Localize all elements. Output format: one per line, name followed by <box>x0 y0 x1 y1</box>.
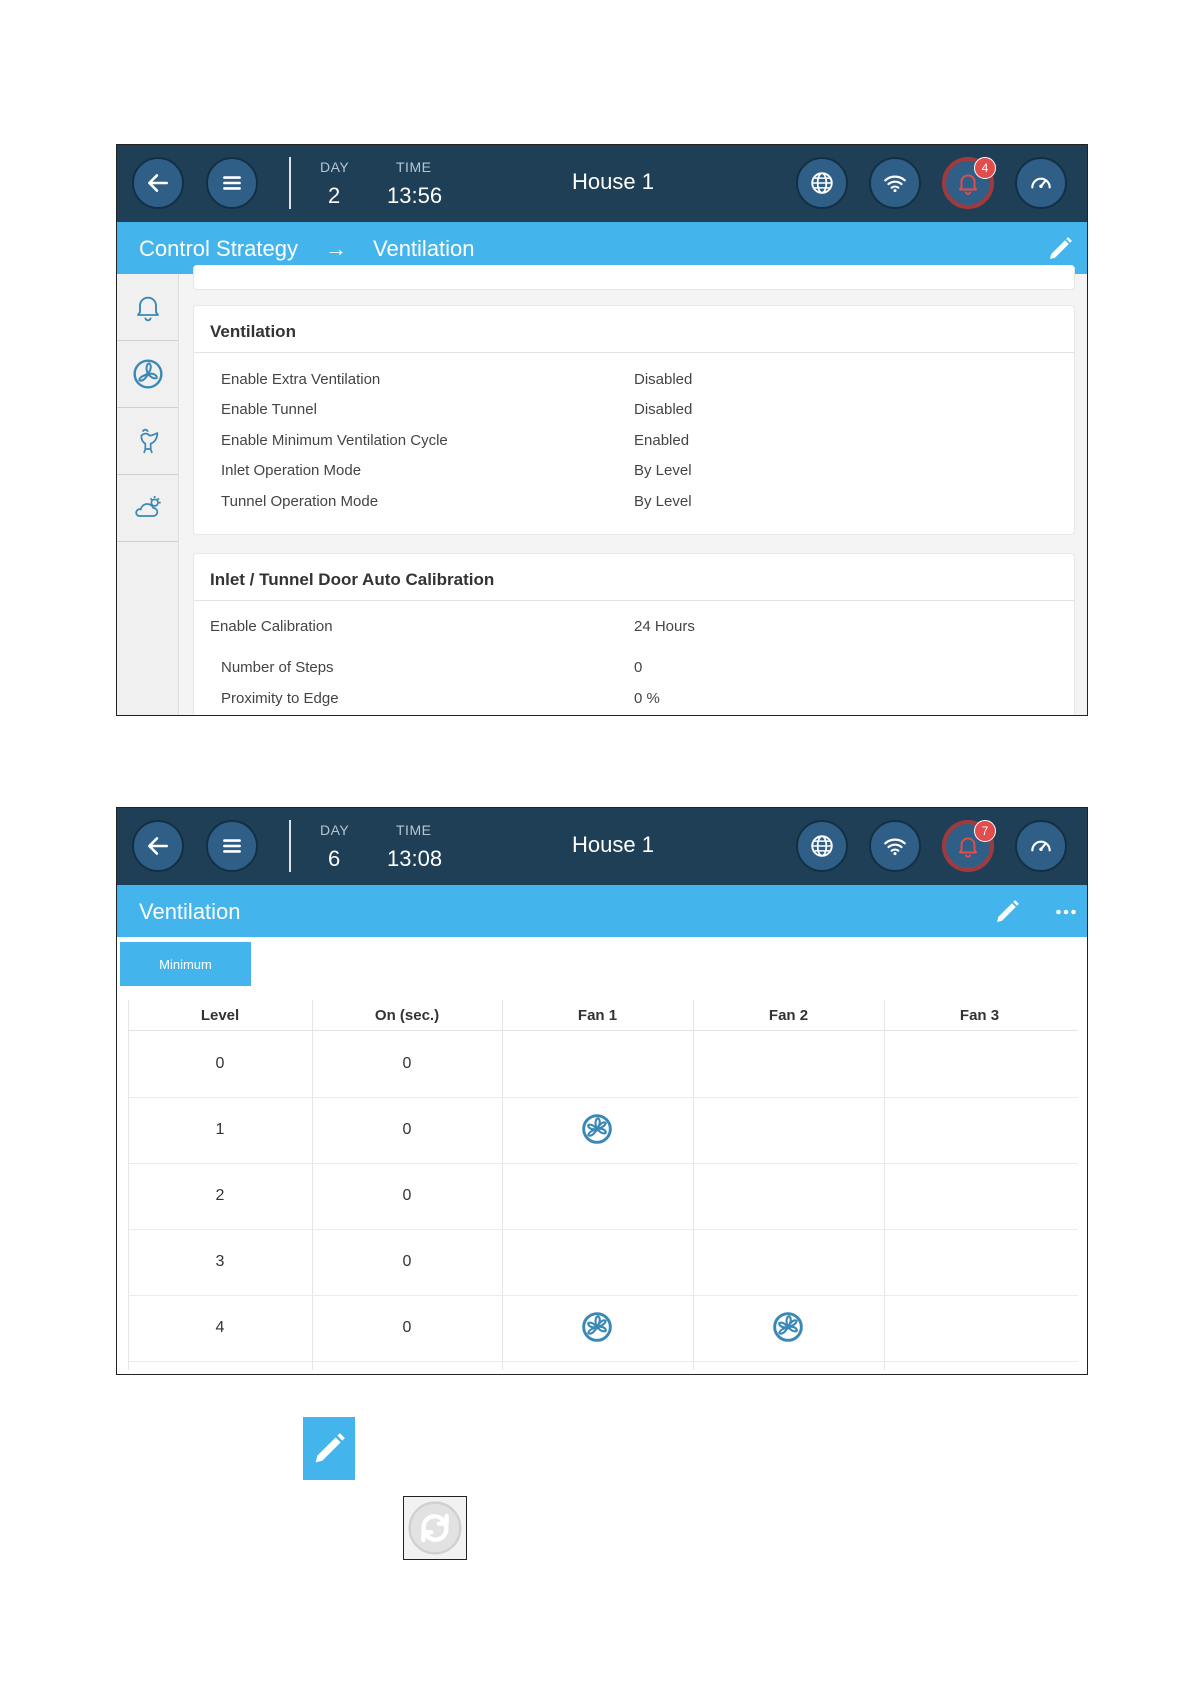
edit-pencil-icon[interactable] <box>1045 234 1075 264</box>
top-bar <box>117 808 1087 885</box>
tab-minimum[interactable]: Minimum <box>120 942 251 986</box>
alarm-button[interactable] <box>942 157 994 209</box>
row-value: 0 % <box>634 690 660 707</box>
ventilation-card <box>193 305 1075 535</box>
globe-icon <box>809 170 835 196</box>
row-label: Enable Extra Ventilation <box>221 371 381 388</box>
menu-button[interactable] <box>206 820 258 872</box>
card-title: Inlet / Tunnel Door Auto Calibration <box>210 570 495 589</box>
settings-screen <box>116 144 1088 716</box>
weather-icon <box>132 492 164 524</box>
back-button[interactable] <box>132 820 184 872</box>
table-row <box>128 1031 1078 1098</box>
wifi-button[interactable] <box>869 820 921 872</box>
alarm-count-badge: 4 <box>974 157 996 179</box>
table-header <box>128 1000 1078 1031</box>
row-value: Disabled <box>634 371 693 388</box>
fan-icon[interactable] <box>772 1311 804 1343</box>
row-value: By Level <box>634 462 692 479</box>
on-seconds-cell[interactable]: 0 <box>402 1319 412 1336</box>
sidebar-item-weather[interactable] <box>117 475 178 542</box>
divider <box>289 820 291 872</box>
row-value: By Level <box>634 493 692 510</box>
fan-icon[interactable] <box>581 1113 613 1145</box>
row-label: Proximity to Edge <box>221 690 339 707</box>
globe-button[interactable] <box>796 157 848 209</box>
column-header: Fan 3 <box>959 1007 1000 1024</box>
house-name: House 1 <box>572 169 654 194</box>
fan-icon[interactable] <box>581 1311 613 1343</box>
level-cell: 0 <box>215 1055 225 1072</box>
column-header: Fan 1 <box>577 1007 618 1024</box>
column-header: Fan 2 <box>768 1007 809 1024</box>
sidebar-item-ventilation[interactable] <box>117 341 178 408</box>
wifi-icon <box>882 833 908 859</box>
row-label: Tunnel Operation Mode <box>221 493 379 510</box>
top-bar <box>117 145 1087 222</box>
level-cell: 3 <box>215 1253 225 1270</box>
row-label: Enable Calibration <box>210 618 333 635</box>
divider <box>194 600 1074 601</box>
sidebar-item-alarms[interactable] <box>117 274 178 341</box>
calibration-card <box>193 553 1075 716</box>
house-name: House 1 <box>572 832 654 857</box>
edit-pencil-icon[interactable] <box>992 897 1022 927</box>
dashboard-button[interactable] <box>1015 820 1067 872</box>
previous-card-edge <box>193 265 1075 290</box>
gauge-icon <box>1028 170 1054 196</box>
more-dots-icon[interactable] <box>1051 897 1081 927</box>
breadcrumb-current: Ventilation <box>373 236 475 261</box>
table-row <box>128 1229 1078 1296</box>
edit-button-legend <box>303 1417 355 1480</box>
divider <box>289 157 291 209</box>
globe-button[interactable] <box>796 820 848 872</box>
menu-button[interactable] <box>206 157 258 209</box>
refresh-button-legend <box>403 1496 467 1560</box>
wifi-button[interactable] <box>869 157 921 209</box>
page-title: Ventilation <box>139 899 241 924</box>
bird-icon <box>132 425 164 457</box>
time-label: TIME <box>396 822 432 838</box>
globe-icon <box>809 833 835 859</box>
alarm-count-badge: 7 <box>974 820 996 842</box>
time-label: TIME <box>396 159 432 175</box>
hamburger-icon <box>219 833 245 859</box>
edit-pencil-icon <box>309 1429 349 1469</box>
sidebar <box>117 274 179 715</box>
on-seconds-cell[interactable]: 0 <box>402 1187 412 1204</box>
dashboard-button[interactable] <box>1015 157 1067 209</box>
level-cell: 1 <box>215 1121 225 1138</box>
divider <box>194 352 1074 353</box>
arrow-left-icon <box>145 170 171 196</box>
breadcrumb-parent[interactable]: Control Strategy <box>139 236 298 261</box>
row-label: Inlet Operation Mode <box>221 462 362 479</box>
row-label: Enable Tunnel <box>221 401 317 418</box>
fan-icon <box>132 358 164 390</box>
row-value: Enabled <box>634 432 690 449</box>
on-seconds-cell[interactable]: 0 <box>402 1121 412 1138</box>
sidebar-item-birds[interactable] <box>117 408 178 475</box>
bell-icon <box>132 291 164 323</box>
on-seconds-cell[interactable]: 0 <box>402 1055 412 1072</box>
day-label: DAY <box>320 159 350 175</box>
hamburger-icon <box>219 170 245 196</box>
row-label: Number of Steps <box>221 659 334 676</box>
row-label: Enable Minimum Ventilation Cycle <box>221 432 448 449</box>
arrow-left-icon <box>145 833 171 859</box>
table-row <box>128 1163 1078 1230</box>
day-value: 6 <box>328 846 341 871</box>
alarm-button[interactable] <box>942 820 994 872</box>
gauge-icon <box>1028 833 1054 859</box>
title-bar <box>117 885 1087 937</box>
day-label: DAY <box>320 822 350 838</box>
back-button[interactable] <box>132 157 184 209</box>
level-cell: 2 <box>215 1187 225 1204</box>
day-value: 2 <box>328 183 341 208</box>
level-cell: 4 <box>215 1319 225 1336</box>
row-value: 24 Hours <box>634 618 695 635</box>
card-title: Ventilation <box>210 322 296 341</box>
time-value: 13:08 <box>387 846 443 871</box>
table-row <box>128 1295 1078 1362</box>
on-seconds-cell[interactable]: 0 <box>402 1253 412 1270</box>
table-row <box>128 1097 1078 1164</box>
row-value: Disabled <box>634 401 693 418</box>
column-header: On (sec.) <box>374 1007 440 1024</box>
row-value: 0 <box>634 659 643 676</box>
breadcrumb-arrow: → <box>325 236 347 261</box>
time-value: 13:56 <box>387 183 443 208</box>
wifi-icon <box>882 170 908 196</box>
column-header: Level <box>200 1007 240 1024</box>
minimum-ventilation-screen <box>116 807 1088 1375</box>
refresh-icon <box>406 1499 464 1557</box>
